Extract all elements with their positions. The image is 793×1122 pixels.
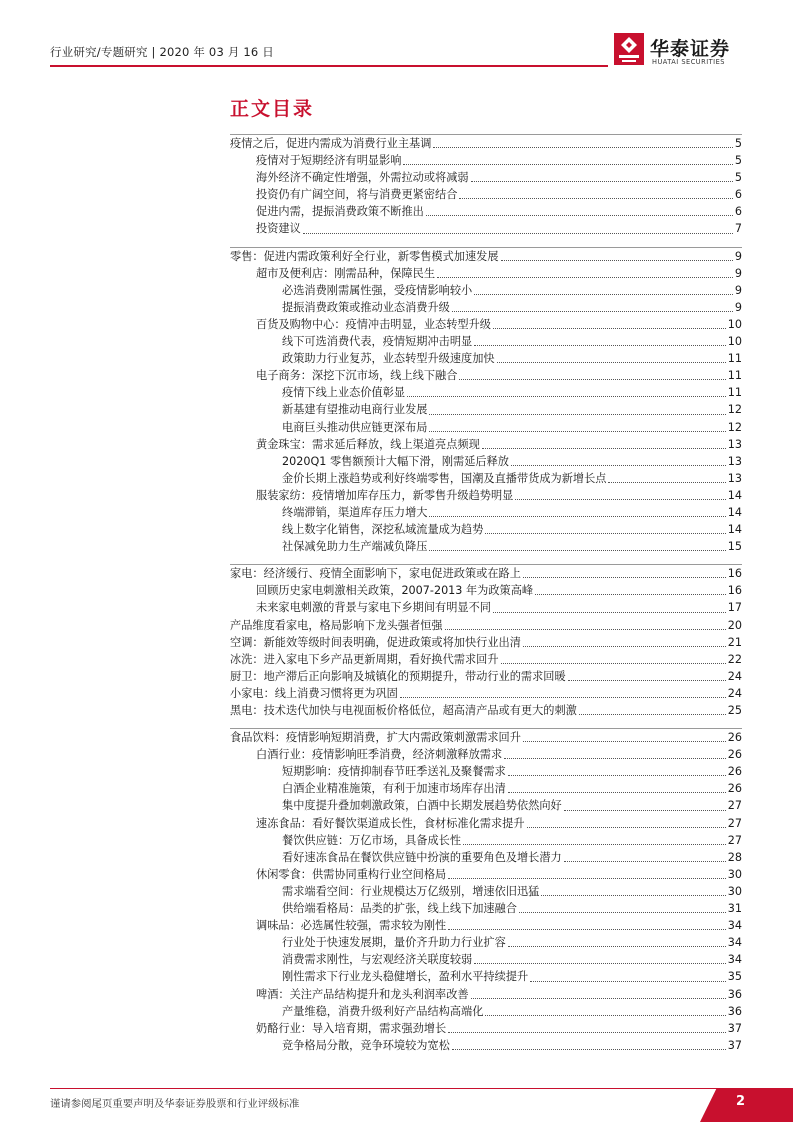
toc-entry-title: 消费需求刚性，与宏观经济关联度较弱: [282, 953, 473, 967]
brand-name-en: HUATAI SECURITIES: [652, 58, 725, 66]
toc-entry-title: 竞争格局分散，竞争环境较为宽松: [282, 1038, 450, 1052]
toc-entry[interactable]: [230, 350, 742, 367]
toc-entry[interactable]: [230, 668, 742, 685]
toc-entry-title: 食品饮料：疫情影响短期消费，扩大内需政策刺激需求回升: [230, 731, 521, 745]
toc-entry-title: 黑电：技术迭代加快与电视面板价格低位，超高清产品或有更大的刺激: [230, 704, 577, 717]
toc-entry-page: 14: [727, 523, 742, 537]
toc-entry-page: 16: [727, 584, 742, 598]
toc-entry[interactable]: [230, 986, 742, 1003]
toc-leader-dots: [429, 431, 725, 432]
toc-entry-page: 14: [727, 488, 742, 502]
header-meta: 行业研究/专题研究 | 2020 年 03 月 16 日: [50, 45, 274, 59]
toc-entry-title: 电子商务：深挖下沉市场，线上线下融合: [256, 369, 458, 383]
toc-entry-title: 新基建有望推动电商行业发展: [282, 403, 428, 417]
toc-entry-page: 31: [727, 902, 742, 916]
toc-leader-dots: [564, 861, 726, 862]
toc-entry-page: 11: [727, 369, 742, 383]
toc-entry-title: 疫情下线上业态价值彰显: [282, 386, 406, 400]
footer-disclaimer: 谨请参阅尾页重要声明及华泰证券股票和行业评级标准: [50, 1098, 300, 1110]
toc-leader-dots: [515, 499, 725, 500]
toc-entry-title: 2020Q1 零售额预计大幅下滑，刚需延后释放: [282, 454, 509, 468]
toc-entry-title: 产品维度看家电，格局影响下龙头强者恒强: [230, 618, 443, 632]
toc-entry-page: 30: [727, 867, 742, 881]
toc-entry-page: 9: [734, 266, 742, 280]
toc-leader-dots: [429, 516, 725, 517]
toc-entry-title: 必选消费刚需属性强，受疫情影响较小: [282, 283, 473, 297]
toc-entry[interactable]: [230, 504, 742, 521]
toc-entry[interactable]: [230, 538, 742, 555]
toc-entry[interactable]: [230, 849, 742, 866]
toc-entry[interactable]: [230, 582, 742, 599]
toc-entry[interactable]: [230, 951, 742, 968]
toc-entry[interactable]: [230, 487, 742, 504]
toc-entry-title: 短期影响：疫情抑制春节旺季送礼及聚餐需求: [282, 765, 506, 779]
toc-entry[interactable]: [230, 617, 742, 634]
toc-entry-page: 9: [734, 283, 742, 297]
toc-entry-page: 21: [727, 635, 742, 649]
toc-entry[interactable]: [230, 651, 742, 668]
toc-entry-title: 投资仍有广阔空间，将与消费更紧密结合: [256, 188, 458, 202]
toc-leader-dots: [471, 181, 733, 182]
toc-entry-page: 24: [727, 669, 742, 683]
toc-entry-title: 社保减免助力生产端减负降压: [282, 540, 428, 554]
toc-entry-page: 5: [734, 137, 742, 150]
toc-leader-dots: [471, 998, 726, 999]
toc-leader-dots: [474, 294, 733, 295]
toc-entry[interactable]: [230, 282, 742, 299]
toc-entry-page: 12: [727, 403, 742, 417]
toc-leader-dots: [448, 929, 726, 930]
toc-entry[interactable]: [230, 866, 742, 883]
toc-entry[interactable]: [230, 900, 742, 917]
toc-entry-page: 11: [727, 352, 742, 366]
toc-entry-page: 13: [727, 471, 742, 485]
toc-entry-title: 服装家纺：疫情增加库存压力，新零售升级趋势明显: [256, 488, 514, 502]
toc-entry[interactable]: [230, 968, 742, 985]
toc-entry[interactable]: [230, 685, 742, 702]
toc-leader-dots: [452, 311, 733, 312]
toc-entry-page: 27: [727, 833, 742, 847]
toc-entry-page: 17: [727, 601, 742, 615]
toc-entry-page: 7: [734, 222, 742, 236]
toc-entry-title: 疫情之后，促进内需成为消费行业主基调: [230, 137, 432, 150]
toc-entry-page: 26: [727, 731, 742, 745]
toc-entry-page: 35: [727, 970, 742, 984]
toc-entry-title: 超市及便利店：刚需品种，保障民生: [256, 266, 436, 280]
toc-entry[interactable]: [230, 746, 742, 763]
toc-leader-dots: [497, 362, 726, 363]
toc-entry-title: 休闲零食：供需协同重构行业空间格局: [256, 867, 447, 881]
toc-entry[interactable]: [230, 729, 742, 746]
toc-leader-dots: [474, 345, 726, 346]
toc-leader-dots: [523, 646, 726, 647]
toc-leader-dots: [504, 758, 726, 759]
toc-entry[interactable]: [230, 815, 742, 832]
toc-entry[interactable]: [230, 521, 742, 538]
toc-entry[interactable]: [230, 316, 742, 333]
toc-entry-title: 集中度提升叠加刺激政策，白酒中长期发展趋势依然向好: [282, 799, 562, 813]
toc-entry-page: 9: [734, 300, 742, 314]
toc-entry[interactable]: [230, 401, 742, 418]
toc-entry[interactable]: [230, 599, 742, 616]
toc-leader-dots: [429, 550, 725, 551]
toc-leader-dots: [485, 1015, 725, 1016]
toc-entry-page: 12: [727, 420, 742, 434]
toc-entry[interactable]: [230, 436, 742, 453]
toc-leader-dots: [501, 260, 733, 261]
toc-leader-dots: [508, 792, 726, 793]
toc-entry-title: 疫情对于短期经济有明显影响: [256, 154, 402, 168]
toc-entry-page: 6: [734, 188, 742, 202]
toc-entry-title: 看好速冻食品在餐饮供应链中扮演的重要角色及增长潜力: [282, 850, 562, 864]
toc-entry[interactable]: [230, 1037, 742, 1054]
toc-entry[interactable]: [230, 265, 742, 282]
toc-entry-title: 厨卫：地产滞后正向影响及城镇化的预期提升，带动行业的需求回暖: [230, 669, 566, 683]
toc-leader-dots: [568, 680, 726, 681]
toc-entry-page: 10: [727, 335, 742, 349]
toc-entry-page: 15: [727, 540, 742, 554]
toc-entry-title: 黄金珠宝：需求延后释放，线上渠道亮点频现: [256, 437, 480, 451]
toc-entry-title: 终端滞销，渠道库存压力增大: [282, 505, 428, 519]
toc-entry-page: 36: [727, 1004, 742, 1018]
toc-leader-dots: [523, 577, 726, 578]
toc-entry[interactable]: [230, 367, 742, 384]
toc-leader-dots: [493, 612, 726, 613]
toc-entry-title: 冰洗：进入家电下乡产品更新周期，看好换代需求回升: [230, 652, 499, 666]
toc-entry-title: 供给端看格局：品类的扩张，线上线下加速融合: [282, 902, 517, 916]
toc-entry-page: 9: [734, 249, 742, 263]
toc-entry[interactable]: [230, 780, 742, 797]
toc-entry-page: 22: [727, 652, 742, 666]
toc-leader-dots: [527, 827, 726, 828]
toc-entry-title: 白酒企业精准施策，有利于加速市场库存出清: [282, 782, 506, 796]
toc-leader-dots: [403, 164, 732, 165]
toc-leader-dots: [448, 1032, 726, 1033]
toc-entry-title: 提振消费政策或推动业态消费升级: [282, 300, 450, 314]
toc-entry[interactable]: [230, 152, 742, 169]
toc-entry-page: 13: [727, 437, 742, 451]
toc-entry-title: 线下可选消费代表，疫情短期冲击明显: [282, 335, 473, 349]
toc-leader-dots: [508, 946, 726, 947]
toc-leader-dots: [474, 963, 726, 964]
toc-entry-page: 26: [727, 748, 742, 762]
toc-entry-title: 投资建议: [256, 222, 301, 236]
toc-entry-title: 回顾历史家电刺激相关政策，2007-2013 年为政策高峰: [256, 584, 534, 598]
toc-entry-title: 需求端看空间：行业规模达万亿级别，增速依旧迅猛: [282, 884, 540, 898]
toc-leader-dots: [482, 448, 726, 449]
toc-entry-page: 25: [727, 704, 742, 717]
toc-leader-dots: [519, 912, 726, 913]
toc-entry-title: 小家电：线上消费习惯将更为巩固: [230, 686, 398, 700]
toc-entry[interactable]: [230, 470, 742, 487]
toc-entry[interactable]: [230, 203, 742, 220]
toc-entry-title: 速冻食品：看好餐饮渠道成长性，食材标准化需求提升: [256, 816, 525, 830]
toc-entry-page: 5: [734, 171, 742, 185]
toc-entry[interactable]: [230, 186, 742, 203]
toc-entry[interactable]: [230, 299, 742, 316]
toc-leader-dots: [523, 741, 726, 742]
toc-entry-page: 26: [727, 765, 742, 779]
toc-entry-page: 30: [727, 884, 742, 898]
toc-entry[interactable]: [230, 1020, 742, 1037]
toc-entry[interactable]: [230, 453, 742, 470]
toc-entry[interactable]: [230, 565, 742, 582]
toc-entry[interactable]: [230, 832, 742, 849]
toc-entry-title: 刚性需求下行业龙头稳健增长，盈利水平持续提升: [282, 970, 529, 984]
toc-entry-title: 零售：促进内需政策利好全行业，新零售模式加速发展: [230, 249, 499, 263]
toc-entry-page: 27: [727, 799, 742, 813]
toc-entry-page: 24: [727, 686, 742, 700]
header-divider: [50, 65, 608, 67]
toc-leader-dots: [303, 233, 733, 234]
toc-section: [230, 134, 742, 247]
toc-leader-dots: [445, 629, 726, 630]
toc-leader-dots: [541, 895, 725, 896]
toc-entry[interactable]: [230, 333, 742, 350]
toc-entry-page: 27: [727, 816, 742, 830]
toc-leader-dots: [459, 379, 725, 380]
toc-section: [230, 728, 742, 1063]
toc-entry[interactable]: [230, 634, 742, 651]
toc-entry-title: 啤酒：关注产品结构提升和龙头利润率改善: [256, 987, 469, 1001]
toc-section: [230, 564, 742, 728]
toc-title: 正文目录: [230, 98, 315, 120]
toc-leader-dots: [564, 810, 726, 811]
toc-entry[interactable]: [230, 797, 742, 814]
toc-entry-page: 26: [727, 782, 742, 796]
toc-entry-title: 未来家电刺激的背景与家电下乡期间有明显不同: [256, 601, 491, 615]
toc-entry-page: 37: [727, 1038, 742, 1052]
toc-leader-dots: [530, 981, 726, 982]
toc-entry-page: 6: [734, 205, 742, 219]
toc-leader-dots: [433, 147, 732, 148]
toc-entry-page: 11: [727, 386, 742, 400]
toc-entry-page: 16: [727, 567, 742, 581]
toc-entry[interactable]: [230, 220, 742, 237]
toc-leader-dots: [407, 396, 726, 397]
toc-entry-title: 海外经济不确定性增强，外需拉动或将减弱: [256, 171, 469, 185]
toc-leader-dots: [501, 663, 726, 664]
toc-leader-dots: [452, 1049, 726, 1050]
toc-leader-dots: [511, 465, 726, 466]
toc-entry[interactable]: [230, 702, 742, 719]
toc-entry-title: 调味品：必选属性较强，需求较为刚性: [256, 919, 447, 933]
footer-divider: [50, 1088, 743, 1089]
toc-leader-dots: [579, 714, 726, 715]
toc-entry-page: 34: [727, 919, 742, 933]
toc-entry-title: 白酒行业：疫情影响旺季消费，经济刺激释放需求: [256, 748, 503, 762]
toc-entry[interactable]: [230, 248, 742, 265]
toc-entry-title: 促进内需，提振消费政策不断推出: [256, 205, 424, 219]
toc-entry[interactable]: [230, 917, 742, 934]
toc-leader-dots: [493, 328, 726, 329]
toc-entry[interactable]: [230, 135, 742, 152]
toc-entry-page: 5: [734, 154, 742, 168]
toc-entry[interactable]: [230, 384, 742, 401]
toc-entry-page: 28: [727, 850, 742, 864]
toc-entry[interactable]: [230, 169, 742, 186]
toc-leader-dots: [508, 775, 726, 776]
toc-section: [230, 247, 742, 565]
toc-entry-title: 行业处于快速发展期，量价齐升助力行业扩容: [282, 936, 506, 950]
toc-entry-page: 14: [727, 505, 742, 519]
toc-leader-dots: [485, 533, 725, 534]
toc-entry-title: 百货及购物中心：疫情冲击明显，业态转型升级: [256, 317, 491, 331]
toc-entry-title: 金价长期上涨趋势或利好终端零售，国潮及直播带货成为新增长点: [282, 471, 607, 485]
toc-entry-title: 线上数字化销售，深挖私域流量成为趋势: [282, 523, 484, 537]
table-of-contents: [230, 134, 742, 1063]
toc-leader-dots: [429, 414, 725, 415]
toc-leader-dots: [448, 878, 726, 879]
toc-entry-page: 36: [727, 987, 742, 1001]
toc-leader-dots: [535, 594, 726, 595]
toc-leader-dots: [437, 277, 733, 278]
toc-entry-page: 10: [727, 317, 742, 331]
toc-entry-title: 奶酪行业：导入培育期，需求强劲增长: [256, 1021, 447, 1035]
toc-entry-page: 13: [727, 454, 742, 468]
toc-entry-page: 34: [727, 953, 742, 967]
toc-entry[interactable]: [230, 883, 742, 900]
toc-entry-title: 餐饮供应链：万亿市场，具备成长性: [282, 833, 462, 847]
toc-entry-page: 20: [727, 618, 742, 632]
toc-entry[interactable]: [230, 1003, 742, 1020]
toc-entry-page: 37: [727, 1021, 742, 1035]
toc-leader-dots: [459, 198, 732, 199]
toc-entry-title: 家电：经济缓行、疫情全面影响下，家电促进政策或在路上: [230, 567, 521, 581]
toc-entry[interactable]: [230, 934, 742, 951]
page-number: 2: [736, 1094, 746, 1109]
toc-leader-dots: [608, 482, 725, 483]
toc-entry-title: 电商巨头推动供应链更深布局: [282, 420, 428, 434]
toc-entry-page: 34: [727, 936, 742, 950]
brand-name: 华泰证券: [650, 38, 731, 60]
toc-leader-dots: [463, 844, 726, 845]
toc-entry-title: 政策助力行业复苏，业态转型升级速度加快: [282, 352, 495, 366]
huatai-logo-icon: [614, 33, 644, 65]
toc-entry[interactable]: [230, 419, 742, 436]
toc-leader-dots: [400, 697, 726, 698]
toc-entry-title: 空调：新能效等级时间表明确，促进政策或将加快行业出清: [230, 635, 521, 649]
toc-leader-dots: [426, 215, 733, 216]
toc-entry-title: 产量维稳，消费升级利好产品结构高端化: [282, 1004, 484, 1018]
page-number-tab: [700, 1088, 793, 1122]
toc-entry[interactable]: [230, 763, 742, 780]
